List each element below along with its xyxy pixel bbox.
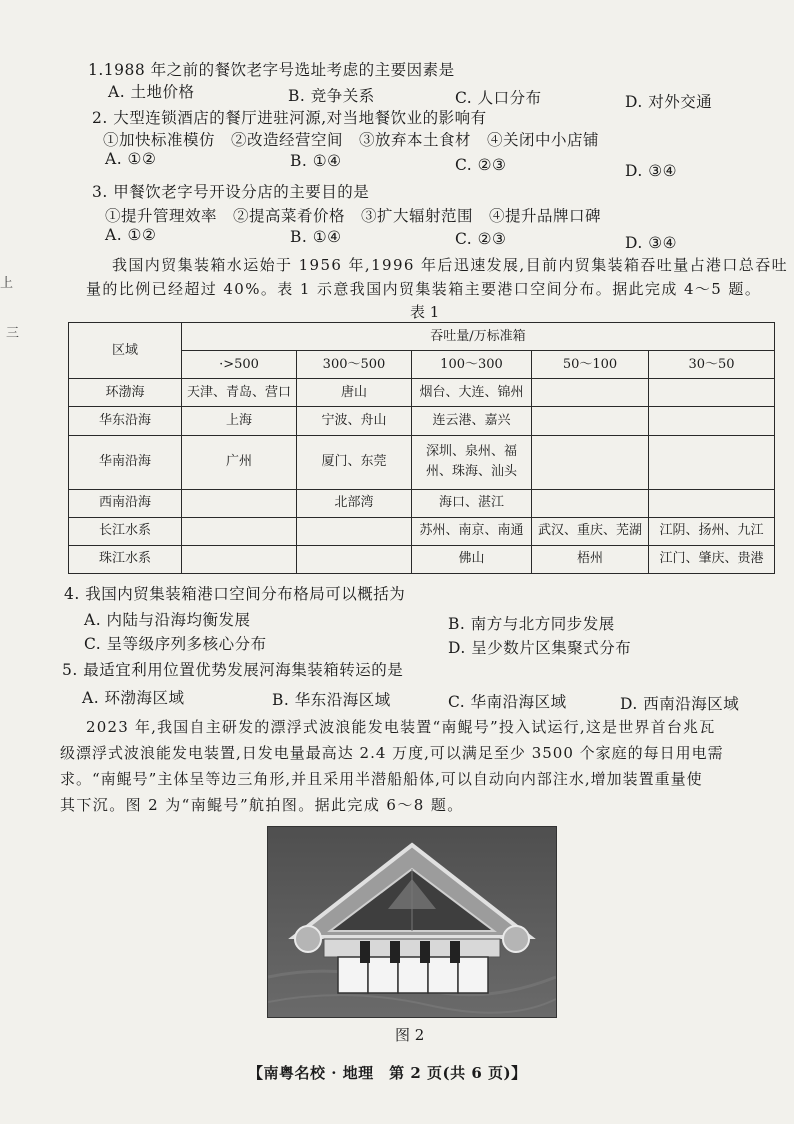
table-cell [649, 489, 775, 517]
margin-mark: 三 [6, 326, 20, 341]
question-1-option-b: B. 竞争关系 [288, 87, 375, 105]
table-cell: 烟台、大连、锦州 [412, 379, 532, 407]
question-3-items: ①提升管理效率 ②提高菜肴价格 ③扩大辐射范围 ④提升品牌口碑 [105, 207, 602, 225]
table-cell [649, 435, 775, 489]
table-cell: 深圳、泉州、福州、珠海、汕头 [412, 435, 532, 489]
passage-1-line-1: 我国内贸集装箱水运始于 1956 年,1996 年后迅速发展,目前内贸集装箱吞吐量占港口总吞吐 [112, 256, 788, 274]
table-cell: 海口、湛江 [412, 489, 532, 517]
table-cell [297, 517, 412, 545]
table-cell [532, 379, 649, 407]
table-cell: 广州 [182, 435, 297, 489]
table-row [69, 407, 775, 435]
margin-mark: 上 [0, 276, 14, 291]
table-cell: 江门、肇庆、贵港 [649, 545, 775, 573]
table-cell [182, 489, 297, 517]
table-row [69, 517, 775, 545]
question-2-option-a: A. ①② [105, 150, 157, 168]
table-row [69, 379, 775, 407]
question-1-stem: 1.1988 年之前的餐饮老字号选址考虑的主要因素是 [88, 61, 455, 79]
question-3-stem: 3. 甲餐饮老字号开设分店的主要目的是 [92, 183, 370, 201]
table-row [69, 435, 775, 489]
throughput-header: 吞吐量/万标准箱 [182, 323, 775, 351]
table-cell: 江阴、扬州、九江 [649, 517, 775, 545]
region-cell: 华南沿海 [69, 435, 182, 489]
table-cell: 武汉、重庆、芜湖 [532, 517, 649, 545]
question-5-option-d: D. 西南沿海区域 [620, 695, 740, 713]
wave-energy-platform-illustration [268, 827, 556, 1017]
question-5-stem: 5. 最适宜利用位置优势发展河海集装箱转运的是 [62, 661, 404, 679]
question-4-option-a: A. 内陆与沿海均衡发展 [84, 611, 251, 629]
question-4-option-b: B. 南方与北方同步发展 [448, 615, 615, 633]
region-cell: 华东沿海 [69, 407, 182, 435]
column-header: 100～300 [412, 351, 532, 379]
table-cell [532, 435, 649, 489]
question-4-option-c: C. 呈等级序列多核心分布 [84, 635, 267, 653]
table-cell [297, 545, 412, 573]
passage-2-line-1: 2023 年,我国自主研发的漂浮式波浪能发电装置“南鲲号”投入试运行,这是世界首台兆瓦 [86, 718, 716, 736]
table-cell [649, 379, 775, 407]
table-cell [182, 517, 297, 545]
question-5-option-c: C. 华南沿海区域 [448, 693, 567, 711]
question-3-option-a: A. ①② [105, 226, 157, 244]
figure-caption: 图 2 [395, 1026, 425, 1044]
region-header: 区域 [69, 323, 182, 379]
table-cell: 宁波、舟山 [297, 407, 412, 435]
question-2-items: ①加快标准模仿 ②改造经营空间 ③放弃本土食材 ④关闭中小店铺 [103, 131, 600, 149]
table-row [69, 489, 775, 517]
nankun-aerial-photo [267, 826, 557, 1018]
question-2-option-c: C. ②③ [455, 156, 507, 174]
column-header: 30～50 [649, 351, 775, 379]
question-3-option-c: C. ②③ [455, 230, 507, 248]
passage-1-line-2: 量的比例已经超过 40%。表 1 示意我国内贸集装箱主要港口空间分布。据此完成 4～5 题。 [86, 280, 762, 298]
region-cell: 长江水系 [69, 517, 182, 545]
table-cell: 苏州、南京、南通 [412, 517, 532, 545]
table-cell [532, 489, 649, 517]
passage-2-line-2: 级漂浮式波浪能发电装置,日发电量最高达 2.4 万度,可以满足至少 3500 个家庭的每日用电需 [60, 744, 724, 762]
table-cell: 唐山 [297, 379, 412, 407]
table-cell: 佛山 [412, 545, 532, 573]
region-cell: 环渤海 [69, 379, 182, 407]
table-cell: 天津、青岛、营口 [182, 379, 297, 407]
question-4-option-d: D. 呈少数片区集聚式分布 [448, 639, 632, 657]
column-header: 50～100 [532, 351, 649, 379]
question-4-stem: 4. 我国内贸集装箱港口空间分布格局可以概括为 [64, 585, 406, 603]
table-title: 表 1 [410, 303, 440, 321]
question-3-option-b: B. ①④ [290, 228, 342, 246]
question-5-option-b: B. 华东沿海区域 [272, 691, 391, 709]
table-cell [649, 407, 775, 435]
passage-2-line-3: 求。“南鲲号”主体呈等边三角形,并且采用半潜船船体,可以自动向内部注水,增加装置重量使 [60, 770, 703, 788]
passage-2-line-4: 其下沉。图 2 为“南鲲号”航拍图。据此完成 6～8 题。 [60, 796, 464, 814]
column-header: 300～500 [297, 351, 412, 379]
table-cell [182, 545, 297, 573]
table-cell: 梧州 [532, 545, 649, 573]
table-cell [532, 407, 649, 435]
table-header-row [69, 323, 775, 351]
region-cell: 西南沿海 [69, 489, 182, 517]
table-cell: 上海 [182, 407, 297, 435]
column-header: ·>500 [182, 351, 297, 379]
question-3-option-d: D. ③④ [625, 234, 678, 252]
table-cell: 连云港、嘉兴 [412, 407, 532, 435]
table-cell: 北部湾 [297, 489, 412, 517]
question-2-stem: 2. 大型连锁酒店的餐厅进驻河源,对当地餐饮业的影响有 [92, 109, 487, 127]
question-2-option-d: D. ③④ [625, 162, 678, 180]
region-cell: 珠江水系 [69, 545, 182, 573]
question-5-option-a: A. 环渤海区域 [82, 689, 185, 707]
page-footer: 【南粤名校 · 地理 第 2 页(共 6 页)】 [248, 1064, 527, 1082]
table-row [69, 545, 775, 573]
question-2-option-b: B. ①④ [290, 152, 342, 170]
question-1-option-d: D. 对外交通 [625, 93, 713, 111]
port-distribution-table [68, 322, 775, 574]
question-1-option-c: C. 人口分布 [455, 89, 542, 107]
question-1-option-a: A. 土地价格 [108, 83, 195, 101]
table-cell: 厦门、东莞 [297, 435, 412, 489]
